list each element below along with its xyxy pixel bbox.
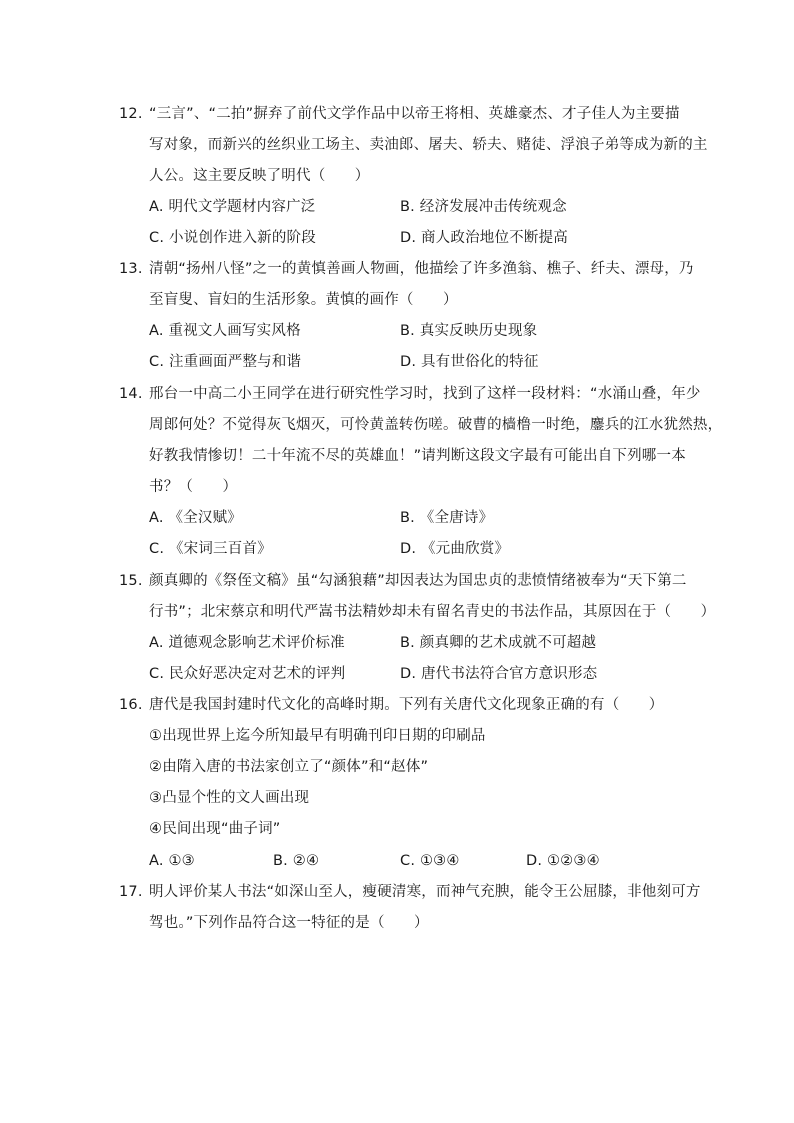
question-12-option-b: B. 经济发展冲击传统观念 (400, 199, 567, 215)
question-14-text-line-1: 邢台一中高二小王同学在进行研究性学习时，找到了这样一段材料：“水涌山叠，年少 (149, 386, 701, 402)
question-16-text-line-1: 唐代是我国封建时代文化的高峰时期。下列有关唐代文化现象正确的有（ ） (149, 697, 664, 713)
question-12-text-line-2: 写对象，而新兴的丝织业工场主、卖油郎、屠夫、轿夫、赌徒、浮浪子弟等成为新的主 (149, 137, 708, 153)
question-14-option-b: B. 《全唐诗》 (400, 510, 494, 526)
question-16-option-b: B. ②④ (273, 853, 320, 869)
question-15-option-d: D. 唐代书法符合官方意识形态 (400, 666, 598, 682)
question-15-option-b: B. 颜真卿的艺术成就不可超越 (400, 635, 597, 651)
question-15-text-line-2: 行书”；北宋蔡京和明代严嵩书法精妙却未有留名青史的书法作品，其原因在于（ ） (149, 604, 716, 620)
question-14-number: 14. (119, 386, 143, 402)
question-13-option-c: C. 注重画面严整与和谐 (149, 354, 302, 370)
question-12-number: 12. (119, 106, 143, 122)
question-14-option-c: C. 《宋词三百首》 (149, 541, 272, 557)
question-13-option-d: D. 具有世俗化的特征 (400, 354, 539, 370)
question-16-statement-2: ②由隋入唐的书法家创立了“颜体”和“赵体” (149, 759, 429, 775)
question-16-statement-3: ③凸显个性的文人画出现 (149, 790, 310, 806)
question-14-text-line-2: 周郎何处？不觉得灰飞烟灭，可怜黄盖转伤嗟。破曹的樯橹一时绝，鏖兵的江水犹然热， (149, 417, 723, 433)
question-17-number: 17. (119, 884, 143, 900)
question-14-option-d: D. 《元曲欣赏》 (400, 541, 510, 557)
question-14-text-line-3: 好教我情惨切！二十年流不尽的英雄血！”请判断这段文字最有可能出自下列哪一本 (149, 448, 686, 464)
question-15-text-line-1: 颜真卿的《祭侄文稿》虽“勾涵狼藉”却因表达为国忠贞的悲愤情绪被奉为“天下第二 (149, 573, 687, 589)
question-13-option-b: B. 真实反映历史现象 (400, 323, 538, 339)
question-12-option-a: A. 明代文学题材内容广泛 (149, 199, 316, 215)
question-16-number: 16. (119, 697, 143, 713)
question-17-text-line-1: 明人评价某人书法“如深山至人，瘦硬清寒，而神气充腴，能令王公屈膝，非他刻可方 (149, 884, 701, 900)
question-12-text-line-1: “三言”、“二拍”摒弃了前代文学作品中以帝王将相、英雄豪杰、才子佳人为主要描 (149, 106, 680, 122)
question-15-number: 15. (119, 573, 143, 589)
question-16-statement-1: ①出现世界上迄今所知最早有明确刊印日期的印刷品 (149, 728, 486, 744)
question-12-text-line-3: 人公。这主要反映了明代（ ） (149, 168, 370, 184)
question-15-option-c: C. 民众好恶决定对艺术的评判 (149, 666, 346, 682)
question-12-option-c: C. 小说创作进入新的阶段 (149, 230, 316, 246)
question-12-option-d: D. 商人政治地位不断提高 (400, 230, 568, 246)
question-14-option-a: A. 《全汉赋》 (149, 510, 242, 526)
question-15-option-a: A. 道德观念影响艺术评价标准 (149, 635, 345, 651)
question-17-text-line-2: 驾也。”下列作品符合这一特征的是（ ） (149, 915, 429, 931)
question-13-number: 13. (119, 261, 143, 277)
question-13-option-a: A. 重视文人画写实风格 (149, 323, 301, 339)
question-16-option-d: D. ①②③④ (526, 853, 600, 869)
question-16-statement-4: ④民间出现“曲子词” (149, 821, 281, 837)
question-14-text-line-4: 书？（ ） (149, 479, 238, 495)
question-16-option-c: C. ①③④ (400, 853, 460, 869)
question-13-text-line-2: 至盲叟、盲妇的生活形象。黄慎的画作（ ） (149, 292, 458, 308)
question-16-option-a: A. ①③ (149, 853, 195, 869)
question-13-text-line-1: 清朝“扬州八怪”之一的黄慎善画人物画，他描绘了许多渔翁、樵子、纤夫、漂母，乃 (149, 261, 694, 277)
